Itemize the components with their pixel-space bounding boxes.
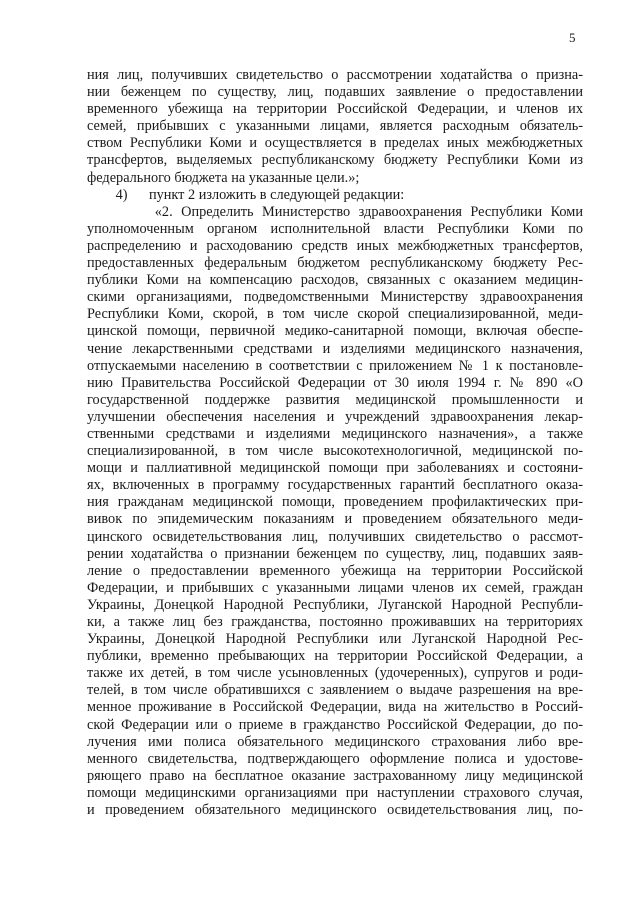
text-line: «2. Определить Министерство здравоохранения Республики Коми	[87, 203, 583, 220]
text-line: Республики Коми, скорой, в том числе скорой специализированной, меди-	[87, 306, 583, 323]
text-line: распределению и расходованию средств иных межбюджетных трансфертов,	[87, 237, 583, 254]
text-line: федерального бюджета на указанные цели.»;	[87, 169, 360, 186]
text-line: менного свидетельства, подтверждающего оформление полиса и удостове-	[87, 750, 583, 767]
text-line: 4) пункт 2 изложить в следующей редакции:	[87, 186, 405, 203]
text-line: публики Коми на компенсацию расходов, связанных с оказанием медицин-	[87, 272, 583, 289]
text-line: и проведением обязательного медицинского освидетельствования лиц, по-	[87, 802, 583, 819]
text-line: специализированной, в том числе высокотехнологичной, медицинской по-	[87, 443, 583, 460]
text-line: телей, в том числе обратившихся с заявлением о выдаче разрешения на вре-	[87, 682, 583, 699]
text-line: ством Республики Коми и осуществляется в пределах иных межбюджетных	[87, 135, 583, 152]
text-line: трансфертов, выделяемых республиканскому бюджету Республики Коми из	[87, 152, 583, 169]
text-line: цинского освидетельствования лиц, получивших свидетельство о рассмот-	[87, 528, 583, 545]
text-line: ки, а также лиц без гражданства, постоянно проживавших на территориях	[87, 614, 583, 630]
text-line: лучения ими полиса обязательного медицинского страхования либо вре-	[87, 733, 583, 750]
text-line: отпускаемыми населению в соответствии с приложением № 1 к постановле-	[87, 357, 583, 374]
text-line: ях, включенных в программу государственных гарантий бесплатного оказа-	[87, 477, 583, 494]
text-line: нии беженцем по существу, лиц, подавших заявление о предоставлении	[87, 84, 583, 101]
text-line: Федерации, и прибывших с указанными лицами членов их семей, граждан	[87, 579, 583, 596]
text-line: ление о предоставлении временного убежища на территории Российской	[87, 562, 583, 579]
text-line: уполномоченным органом исполнительной власти Республики Коми по	[87, 220, 583, 237]
text-line: чение лекарственными средствами и изделиями медицинского назначения,	[87, 340, 583, 357]
text-line: нию Правительства Российской Федерации от 30 июля 1994 г. № 890 «О	[87, 374, 583, 391]
text-line: Украины, Донецкой Народной Республики, Луганской Народной Республи-	[87, 596, 583, 613]
text-line: вивок по эпидемическим показаниям и проведением обязательного меди-	[87, 511, 583, 528]
text-line: также их детей, в том числе усыновленных (удочеренных), супругов и роди-	[87, 665, 583, 682]
text-line: ственными средствами и изделиями медицинского назначения», а также	[87, 425, 583, 442]
document-body	[87, 67, 583, 819]
text-line: государственной поддержке развития медицинской промышленности и	[87, 391, 583, 408]
text-line: ской Федерации или о приеме в гражданство Российской Федерации, до по-	[87, 716, 583, 733]
text-line: мощи и паллиативной медицинской помощи при заболеваниях и состояни-	[87, 460, 583, 477]
text-line: помощи медицинскими организациями при наступлении страхового случая,	[87, 784, 583, 801]
text-line: цинской помощи, первичной медико-санитарной помощи, включая обеспе-	[87, 323, 583, 340]
text-line: ния лиц, получивших свидетельство о рассмотрении ходатайства о призна-	[87, 67, 583, 83]
text-line: семей, прибывших с указанными лицами, является расходным обязатель-	[87, 118, 583, 135]
text-line: менное проживание в Российской Федерации, вида на жительство в Россий-	[87, 699, 583, 716]
text-line: публики, временно пребывающих на территории Российской Федерации, а	[87, 648, 583, 665]
text-line: скими организациями, подведомственными Министерству здравоохранения	[87, 289, 583, 306]
text-line: ряющего право на бесплатное оказание застрахованному лицу медицинской	[87, 767, 583, 784]
text-line: рении ходатайства о признании беженцем по существу, лиц, подавших заяв-	[87, 545, 583, 562]
text-line: предоставленных федеральным бюджетом республиканскому бюджету Рес-	[87, 255, 583, 272]
text-line: ния гражданам медицинской помощи, проведением профилактических при-	[87, 494, 583, 511]
text-line: Украины, Донецкой Народной Республики или Луганской Народной Рес-	[87, 631, 583, 648]
text-line: временного убежища на территории Российской Федерации, и членов их	[87, 101, 583, 118]
page-number: 5	[569, 30, 576, 45]
text-line: улучшении обеспечения населения и учреждений здравоохранения лекар-	[87, 408, 583, 425]
